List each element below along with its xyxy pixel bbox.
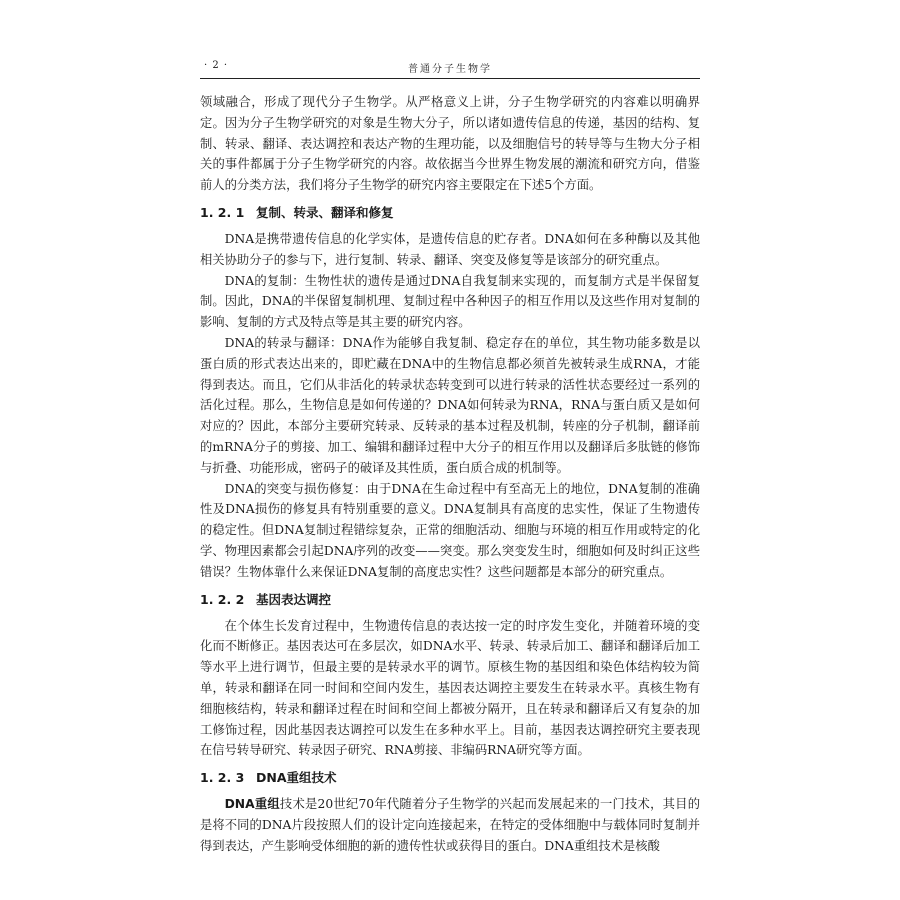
section-heading-1-2-3 [200, 768, 700, 788]
header-rule [200, 78, 700, 79]
page-number: · 2 · [204, 60, 229, 71]
running-header [200, 56, 700, 78]
section-title: DNA重组技术 [256, 770, 337, 786]
paragraph: 在个体生长发育过程中，生物遗传信息的表达按一定的时序发生变化，并随着环境的变化而不断修正。基因表达可在多层次，如DNA水平、转录、转录后加工、翻译和翻译后加工等水平上进行调节，但最主要的是转录水平的调节。原核生物的基因组和染色体结构较为简单，转录和翻译在同一时间和空间内发生，基因表达调控主要发生在转录水平。真核生物有细胞核结构，转录和翻译过程在时间和空间上都被分隔开，且在转录和翻译后又有复杂的加工修饰过程，因此基因表达调控可以发生在多种水平上。目前，基因表达调控研究主要表现在信号转导研究、转录因子研究、RNA剪接、非编码RNA研究等方面。 [200, 618, 700, 758]
section-heading-1-2-2 [200, 590, 700, 610]
page-body [200, 92, 700, 857]
section-title: 基因表达调控 [256, 591, 332, 607]
paragraph: DNA的突变与损伤修复：由于DNA在生命过程中有至高无上的地位，DNA复制的准确性及DNA损伤的修复具有特别重要的意义。DNA复制具有高度的忠实性，保证了生物遗传的稳定性。但DNA复制过程错综复杂，正常的细胞活动、细胞与环境的相互作用或特定的化学、物理因素都会引起DNA序列的改变——突变。那么突变发生时，细胞如何及时纠正这些错误？生物体靠什么来保证DNA复制的高度忠实性？这些问题都是本部分的研究重点。 [200, 481, 700, 579]
section-number: 1. 2. 3 [200, 770, 245, 786]
paragraph: DNA是携带遗传信息的化学实体，是遗传信息的贮存者。DNA如何在多种酶以及其他相关协助分子的参与下，进行复制、转录、翻译、突变及修复等是该部分的研究重点。 [200, 231, 700, 267]
paragraph-text: 技术是20世纪70年代随着分子生物学的兴起而发展起来的一门技术，其目的是将不同的DNA片段按照人们的设计定向连接起来，在特定的受体细胞中与载体同时复制并得到表达，产生影响受体细胞的新的遗传性状或获得目的蛋白。DNA重组技术是核酸 [200, 797, 700, 853]
paragraph [200, 794, 700, 856]
paragraph: DNA的转录与翻译：DNA作为能够自我复制、稳定存在的单位，其生物功能多数是以蛋白质的形式表达出来的，即贮藏在DNA中的生物信息都必须首先被转录生成RNA，才能得到表达。而且，它们从非活化的转录状态转变到可以进行转录的活性状态要经过一系列的活化过程。那么，生物信息是如何传递的？DNA如何转录为RNA，RNA与蛋白质又是如何对应的？因此，本部分主要研究转录、反转录的基本过程及机制，转座的分子机制，翻译前的mRNA分子的剪接、加工、编辑和翻译过程中大分子的相互作用以及翻译后多肽链的修饰与折叠、功能形成，密码子的破译及其性质，蛋白质合成的机制等。 [200, 335, 700, 475]
bold-term: DNA重组 [224, 797, 280, 812]
section-number: 1. 2. 2 [200, 591, 245, 607]
intro-paragraph: 领域融合，形成了现代分子生物学。从严格意义上讲，分子生物学研究的内容难以明确界定。因为分子生物学研究的对象是生物大分子，所以诸如遗传信息的传递，基因的结构、复制、转录、翻译、表达调控和表达产物的生理功能，以及细胞信号的转导等与生物大分子相关的事件都属于分子生物学研究的内容。故依据当今世界生物发展的潮流和研究方向，借鉴前人的分类方法，我们将分子生物学的研究内容主要限定在下述5个方面。 [200, 95, 700, 193]
section-title: 复制、转录、翻译和修复 [256, 204, 394, 220]
section-heading-1-2-1 [200, 203, 700, 223]
section-number: 1. 2. 1 [200, 204, 245, 220]
paragraph: DNA的复制：生物性状的遗传是通过DNA自我复制来实现的，而复制方式是半保留复制。因此，DNA的半保留复制机理、复制过程中各种因子的相互作用以及这些作用对复制的影响、复制的方式及特点等是其主要的研究内容。 [200, 273, 700, 330]
book-title: 普通分子生物学 [408, 64, 492, 75]
